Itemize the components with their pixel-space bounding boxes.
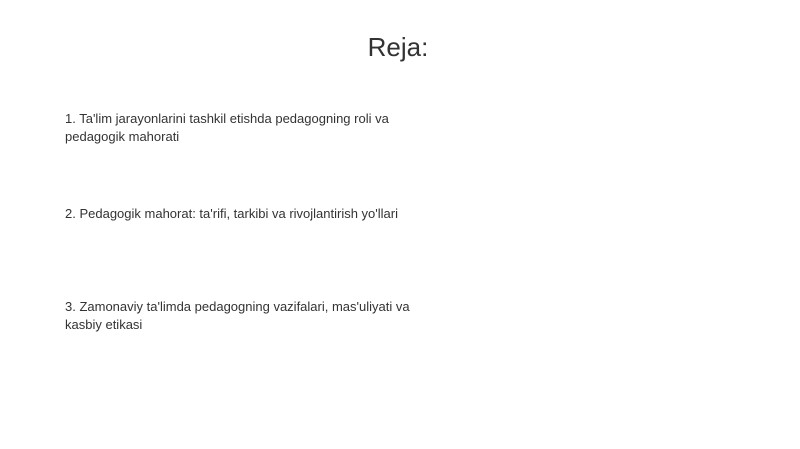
- plan-item-3: 3. Zamonaviy ta'limda pedagogning vazifalari, mas'uliyati va kasbiy etikasi: [65, 299, 410, 332]
- slide-title: Reja:: [367, 32, 429, 62]
- plan-item-1: 1. Ta'lim jarayonlarini tashkil etishda pedagogning roli va pedagogik mahorati: [65, 111, 389, 144]
- plan-item-2: 2. Pedagogik mahorat: ta'rifi, tarkibi va rivojlantirish yo'llari: [65, 206, 398, 221]
